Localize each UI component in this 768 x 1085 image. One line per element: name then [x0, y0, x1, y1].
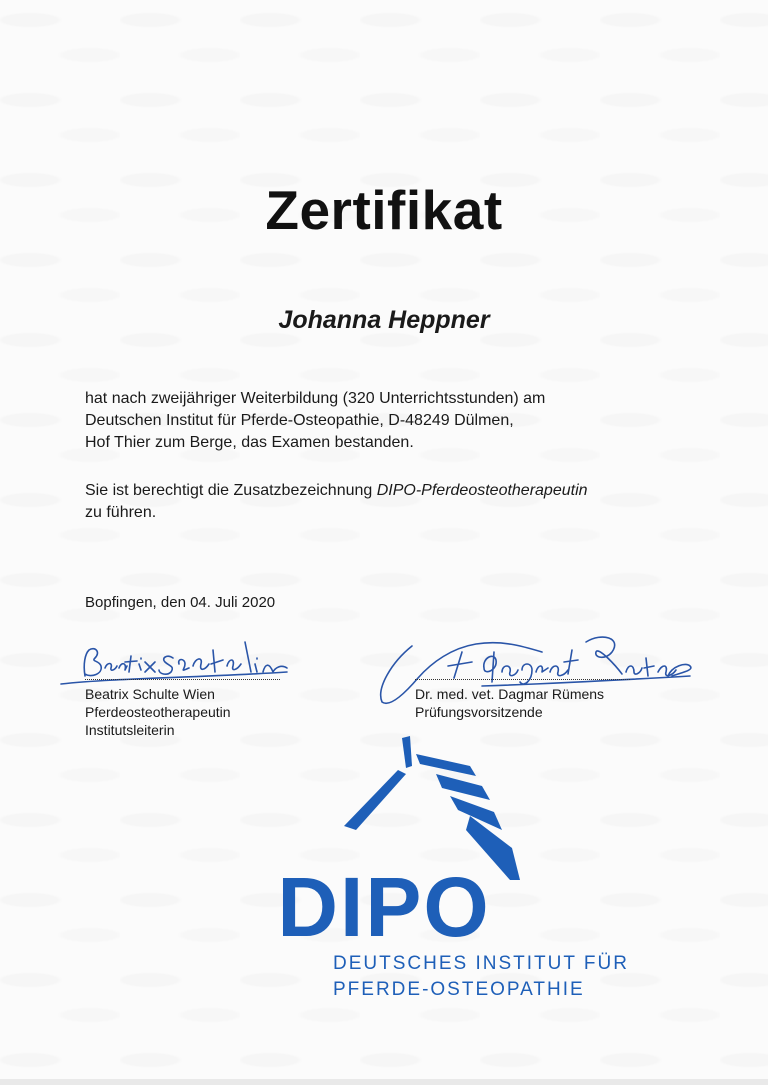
designation-line-2: zu führen.	[85, 504, 157, 521]
signature-line-right	[415, 679, 630, 680]
signature-line-left	[85, 679, 280, 680]
dipo-wordmark: DIPO	[277, 860, 491, 954]
signatory-right-name: Dr. med. vet. Dagmar Rümens	[415, 686, 605, 702]
logo-subtitle-line-1: DEUTSCHES INSTITUT FÜR	[333, 953, 629, 974]
logo-subtitle-line-2: PFERDE-OSTEOPATHIE	[333, 979, 585, 1000]
qualification-line-3: Hof Thier zum Berge, das Examen bestanden.	[85, 434, 414, 451]
signatory-right	[415, 685, 604, 721]
designation-prefix: Sie ist berechtigt die Zusatzbezeichnung	[85, 482, 377, 499]
scan-edge	[0, 1079, 768, 1085]
certificate-title: Zertifikat	[265, 179, 503, 241]
signatory-left-name: Beatrix Schulte Wien	[85, 686, 215, 702]
recipient-name: Johanna Heppner	[278, 306, 490, 334]
signatory-right-role-1: Prüfungsvorsitzende	[415, 704, 543, 720]
signatory-left-role-2: Institutsleiterin	[85, 722, 175, 738]
designation-paragraph	[85, 480, 705, 524]
signatory-left-role-1: Pferdeosteotherapeutin	[85, 704, 231, 720]
qualification-line-2: Deutschen Institut für Pferde-Osteopathie, D-48249 Dülmen,	[85, 412, 514, 429]
place-date: Bopfingen, den 04. Juli 2020	[85, 594, 276, 611]
signatory-left	[85, 685, 231, 739]
qualification-line-1: hat nach zweijähriger Weiterbildung (320 Unterrichtsstunden) am	[85, 390, 546, 407]
qualification-paragraph	[85, 388, 705, 454]
designation-line-1	[85, 480, 705, 502]
designation-title: DIPO-Pferdeosteotherapeutin	[376, 482, 588, 499]
